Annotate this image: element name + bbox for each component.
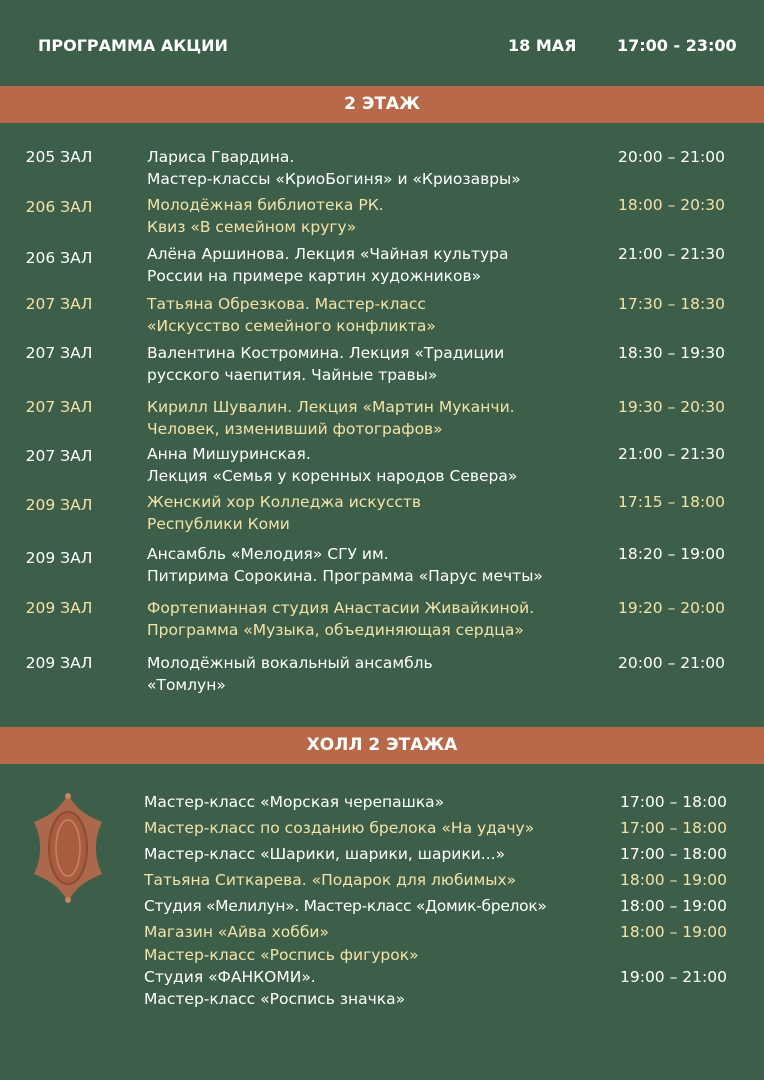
event-line-2: русского чаепития. Чайные травы» [147, 366, 438, 384]
program-title: ПРОГРАММА АКЦИИ [38, 36, 228, 55]
hall-event: Студия «Мелилун». Мастер-класс «Домик-брелок» [144, 897, 547, 915]
event-line-1: Молодёжная библиотека РК. [147, 196, 384, 214]
event-line-1: Фортепианная студия Анастасии Живайкиной. [147, 599, 535, 617]
event-line-2: Питирима Сорокина. Программа «Парус мечты» [147, 567, 543, 585]
event-line-2: Мастер-классы «КриоБогиня» и «Криозавры» [147, 170, 521, 188]
hall-event-time: 18:00 – 19:00 [620, 897, 727, 915]
event-time: 18:30 – 19:30 [618, 344, 725, 362]
hall-event-time: 17:00 – 18:00 [620, 845, 727, 863]
event-time: 20:00 – 21:00 [618, 654, 725, 672]
event-time: 19:20 – 20:00 [618, 599, 725, 617]
event-line-1: Женский хор Колледжа искусств [147, 493, 422, 511]
hall-label: 209 ЗАЛ [25, 599, 93, 617]
hall-event: Магазин «Айва хобби» [144, 923, 329, 941]
hall-label: 209 ЗАЛ [25, 549, 93, 567]
event-line-1: Татьяна Обрезкова. Мастер-класс [147, 295, 426, 313]
event-time: 21:00 – 21:30 [618, 445, 725, 463]
hall-event: Студия «ФАНКОМИ». [144, 968, 316, 986]
hall-event: Мастер-класс «Шарики, шарики, шарики...» [144, 845, 506, 863]
hall-event-time: 18:00 – 19:00 [620, 923, 727, 941]
event-time: 19:30 – 20:30 [618, 398, 725, 416]
event-line-2: Республики Коми [147, 515, 290, 533]
hall-label: 207 ЗАЛ [25, 295, 93, 313]
hall-label: 209 ЗАЛ [25, 496, 93, 514]
hall-event: Татьяна Ситкарева. «Подарок для любимых» [144, 871, 517, 889]
section-band-hall-floor-2: ХОЛЛ 2 ЭТАЖА [0, 727, 764, 764]
hall-event-time: 18:00 – 19:00 [620, 871, 727, 889]
hall-label: 206 ЗАЛ [25, 249, 93, 267]
hall-label: 207 ЗАЛ [25, 398, 93, 416]
ornament-icon [22, 788, 114, 908]
event-line-1: Кирилл Шувалин. Лекция «Мартин Муканчи. [147, 398, 515, 416]
hall-label: 209 ЗАЛ [25, 654, 93, 672]
event-line-1: Лариса Гвардина. [147, 148, 295, 166]
hall-event: Мастер-класс «Морская черепашка» [144, 793, 445, 811]
event-date: 18 МАЯ [508, 36, 577, 55]
event-time: 17:15 – 18:00 [618, 493, 725, 511]
event-line-2: Квиз «В семейном кругу» [147, 218, 357, 236]
event-time: 18:20 – 19:00 [618, 545, 725, 563]
event-line-1: Валентина Костромина. Лекция «Традиции [147, 344, 505, 362]
event-line-2: Программа «Музыка, объединяющая сердца» [147, 621, 524, 639]
event-line-1: Алёна Аршинова. Лекция «Чайная культура [147, 245, 509, 263]
event-line-1: Ансамбль «Мелодия» СГУ им. [147, 545, 389, 563]
event-line-2: России на примере картин художников» [147, 267, 482, 285]
event-line-2: «Искусство семейного конфликта» [147, 317, 436, 335]
event-line-1: Молодёжный вокальный ансамбль [147, 654, 433, 672]
hall-label: 205 ЗАЛ [25, 148, 93, 166]
section-band-floor-2: 2 ЭТАЖ [0, 86, 764, 123]
event-line-1: Анна Мишуринская. [147, 445, 311, 463]
hall-event-time: 17:00 – 18:00 [620, 793, 727, 811]
event-line-2: Человек, изменивший фотографов» [147, 420, 443, 438]
hall-event-time: 17:00 – 18:00 [620, 819, 727, 837]
hall-label: 207 ЗАЛ [25, 447, 93, 465]
event-time: 20:00 – 21:00 [618, 148, 725, 166]
hall-event: Мастер-класс по созданию брелока «На удачу» [144, 819, 535, 837]
hall-event-time: 19:00 – 21:00 [620, 968, 727, 986]
hall-event: Мастер-класс «Роспись фигурок» [144, 946, 419, 964]
page-header [0, 36, 764, 58]
event-time: 17:00 - 23:00 [617, 36, 737, 55]
event-line-2: «Томлун» [147, 676, 226, 694]
hall-event: Мастер-класс «Роспись значка» [144, 990, 406, 1008]
event-time: 21:00 – 21:30 [618, 245, 725, 263]
hall-label: 206 ЗАЛ [25, 198, 93, 216]
event-line-2: Лекция «Семья у коренных народов Севера» [147, 467, 518, 485]
event-time: 17:30 – 18:30 [618, 295, 725, 313]
event-time: 18:00 – 20:30 [618, 196, 725, 214]
hall-label: 207 ЗАЛ [25, 344, 93, 362]
